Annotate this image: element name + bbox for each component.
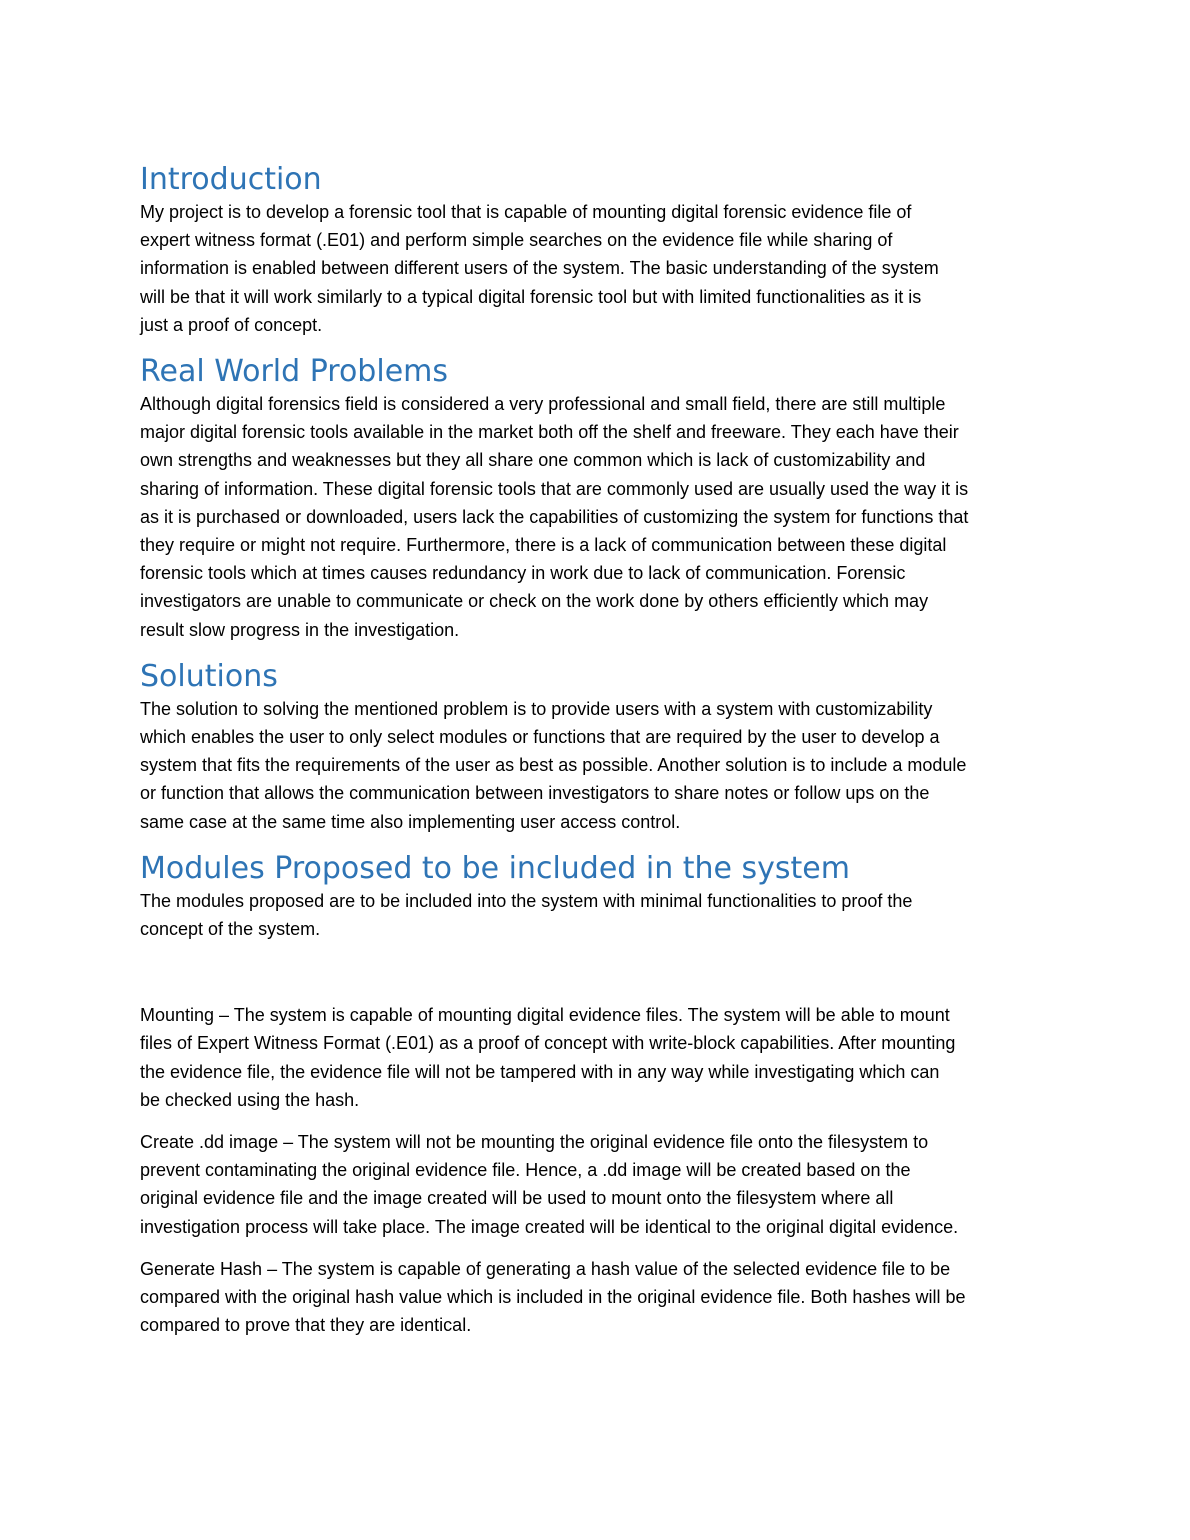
text-line: expert witness format (.E01) and perform simple searches on the evidence file while sharing of bbox=[140, 230, 893, 251]
text-line: will be that it will work similarly to a typical digital forensic tool but with limited functionalities as it is bbox=[140, 286, 922, 307]
text-line: compared to prove that they are identical. bbox=[140, 1315, 472, 1336]
text-line: files of Expert Witness Format (.E01) as a proof of concept with write-block capabilities. After mounting bbox=[140, 1033, 956, 1054]
text-line: forensic tools which at times causes redundancy in work due to lack of communication. Forensic bbox=[140, 563, 906, 584]
paragraph-module-mounting bbox=[140, 1001, 1050, 1114]
text-line: Mounting – The system is capable of mounting digital evidence files. The system will be able to mount bbox=[140, 1005, 950, 1026]
spacer bbox=[140, 836, 1050, 851]
text-line: be checked using the hash. bbox=[140, 1089, 360, 1110]
text-line: investigation process will take place. The image created will be identical to the original digital evidence. bbox=[140, 1216, 959, 1237]
text-line: The modules proposed are to be included into the system with minimal functionalities to proof the bbox=[140, 890, 913, 911]
text-line: Generate Hash – The system is capable of generating a hash value of the selected evidence file to be bbox=[140, 1258, 951, 1279]
text-line: system that fits the requirements of the user as best as possible. Another solution is to include a module bbox=[140, 755, 967, 776]
text-line: investigators are unable to communicate or check on the work done by others efficiently which may bbox=[140, 591, 929, 612]
text-line: which enables the user to only select modules or functions that are required by the user to develop a bbox=[140, 727, 940, 748]
spacer bbox=[140, 1114, 1050, 1128]
heading-solutions: Solutions bbox=[140, 658, 278, 694]
text-line: original evidence file and the image created will be used to mount onto the filesystem where all bbox=[140, 1188, 894, 1209]
paragraph-module-create-dd-image bbox=[140, 1128, 1050, 1241]
text-line: own strengths and weaknesses but they all share one common which is lack of customizability and bbox=[140, 450, 926, 471]
heading-real-world-problems: Real World Problems bbox=[140, 354, 448, 390]
paragraph-modules-intro bbox=[140, 887, 1050, 943]
text-line: same case at the same time also implementing user access control. bbox=[140, 811, 681, 832]
text-line: prevent contaminating the original evidence file. Hence, a .dd image will be created based on the bbox=[140, 1160, 911, 1181]
text-line: result slow progress in the investigation. bbox=[140, 619, 460, 640]
text-line: sharing of information. These digital forensic tools that are commonly used are usually used the way it is bbox=[140, 478, 969, 499]
paragraph-real-world-problems bbox=[140, 390, 1050, 644]
paragraph-module-generate-hash bbox=[140, 1255, 1050, 1340]
spacer bbox=[140, 943, 1050, 1001]
heading-modules-proposed: Modules Proposed to be included in the system bbox=[140, 850, 850, 886]
text-line: information is enabled between different users of the system. The basic understanding of the system bbox=[140, 258, 939, 279]
document-body bbox=[140, 162, 1050, 1340]
text-line: concept of the system. bbox=[140, 919, 321, 940]
text-line: Although digital forensics field is considered a very professional and small field, there are still multiple bbox=[140, 394, 946, 415]
text-line: the evidence file, the evidence file will not be tampered with in any way while investigating which can bbox=[140, 1061, 940, 1082]
text-line: they require or might not require. Furthermore, there is a lack of communication between these digital bbox=[140, 535, 947, 556]
paragraph-solutions bbox=[140, 695, 1050, 836]
text-line: Create .dd image – The system will not be mounting the original evidence file onto the filesystem to bbox=[140, 1132, 929, 1153]
text-line: just a proof of concept. bbox=[140, 314, 323, 335]
text-line: My project is to develop a forensic tool that is capable of mounting digital forensic evidence file of bbox=[140, 202, 912, 222]
text-line: major digital forensic tools available in the market both off the shelf and freeware. They each have their bbox=[140, 422, 959, 443]
text-line: as it is purchased or downloaded, users lack the capabilities of customizing the system for functions that bbox=[140, 506, 969, 527]
spacer bbox=[140, 1241, 1050, 1255]
spacer bbox=[140, 644, 1050, 659]
text-line: compared with the original hash value which is included in the original evidence file. Both hashes will be bbox=[140, 1287, 966, 1308]
heading-introduction: Introduction bbox=[140, 162, 322, 197]
text-line: The solution to solving the mentioned problem is to provide users with a system with customizability bbox=[140, 698, 933, 719]
paragraph-introduction bbox=[140, 198, 1050, 339]
text-line: or function that allows the communication between investigators to share notes or follow ups on the bbox=[140, 783, 930, 804]
spacer bbox=[140, 339, 1050, 354]
